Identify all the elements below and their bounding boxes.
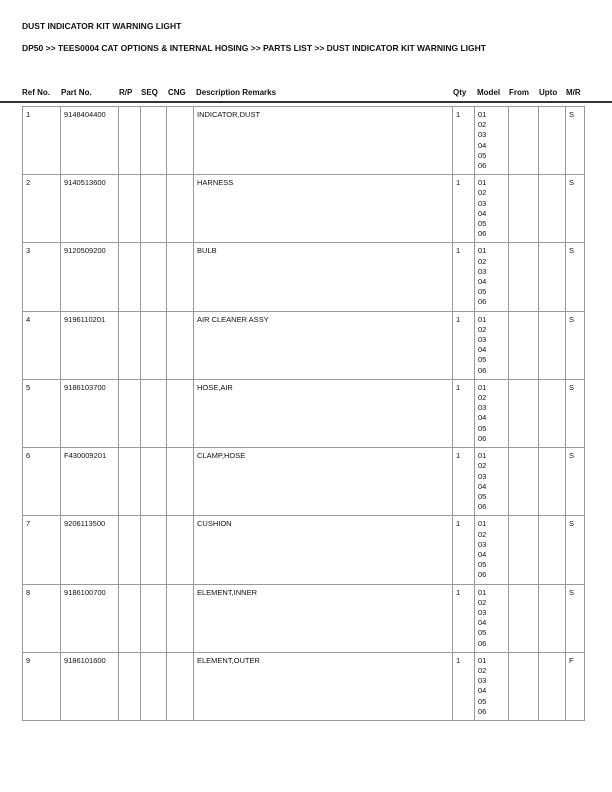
header-rp: R/P xyxy=(119,88,133,97)
rp-cell xyxy=(119,652,141,720)
rp-cell xyxy=(119,107,141,175)
model-code: 06 xyxy=(478,570,487,580)
model-code: 03 xyxy=(478,471,487,481)
cng-cell xyxy=(167,379,194,447)
upto-cell xyxy=(539,516,566,584)
model-cell xyxy=(475,175,509,243)
seq-cell xyxy=(141,516,167,584)
rp-cell xyxy=(119,584,141,652)
model-code: 01 xyxy=(478,519,487,529)
cng-cell xyxy=(167,311,194,379)
qty-cell: 1 xyxy=(453,584,475,652)
rp-cell xyxy=(119,516,141,584)
from-cell xyxy=(509,107,539,175)
rp-cell xyxy=(119,175,141,243)
upto-cell xyxy=(539,584,566,652)
qty-cell: 1 xyxy=(453,311,475,379)
qty-cell: 1 xyxy=(453,516,475,584)
cng-cell xyxy=(167,652,194,720)
model-code: 05 xyxy=(478,219,487,229)
from-cell xyxy=(509,175,539,243)
cng-cell xyxy=(167,107,194,175)
model-code: 06 xyxy=(478,433,487,443)
ref-cell: 7 xyxy=(23,516,61,584)
from-cell xyxy=(509,243,539,311)
model-cell xyxy=(475,516,509,584)
seq-cell xyxy=(141,584,167,652)
model-code: 02 xyxy=(478,393,487,403)
model-code: 05 xyxy=(478,491,487,501)
header-mr: M/R xyxy=(566,88,581,97)
header-model: Model xyxy=(477,88,501,97)
header-from: From xyxy=(509,88,529,97)
part-number-cell: 9186103700 xyxy=(61,379,119,447)
model-cell xyxy=(475,107,509,175)
model-code: 05 xyxy=(478,423,487,433)
from-cell xyxy=(509,516,539,584)
model-code: 03 xyxy=(478,198,487,208)
model-code: 02 xyxy=(478,461,487,471)
model-cell xyxy=(475,243,509,311)
table-row xyxy=(23,379,585,447)
model-code: 06 xyxy=(478,297,487,307)
model-code: 05 xyxy=(478,560,487,570)
seq-cell xyxy=(141,448,167,516)
model-code: 03 xyxy=(478,607,487,617)
model-code: 05 xyxy=(478,628,487,638)
description-cell: ELEMENT,OUTER xyxy=(194,652,453,720)
upto-cell xyxy=(539,652,566,720)
model-code: 02 xyxy=(478,188,487,198)
model-code: 05 xyxy=(478,287,487,297)
mr-cell: F xyxy=(566,652,585,720)
part-number-cell: F430009201 xyxy=(61,448,119,516)
model-code: 01 xyxy=(478,382,487,392)
ref-cell: 8 xyxy=(23,584,61,652)
model-cell xyxy=(475,379,509,447)
upto-cell xyxy=(539,243,566,311)
ref-cell: 3 xyxy=(23,243,61,311)
model-code: 03 xyxy=(478,403,487,413)
ref-cell: 9 xyxy=(23,652,61,720)
from-cell xyxy=(509,584,539,652)
model-code: 06 xyxy=(478,502,487,512)
mr-cell: S xyxy=(566,516,585,584)
model-code: 03 xyxy=(478,539,487,549)
model-code: 06 xyxy=(478,229,487,239)
part-number-cell: 9120509200 xyxy=(61,243,119,311)
description-cell: CLAMP,HOSE xyxy=(194,448,453,516)
model-code: 05 xyxy=(478,355,487,365)
rp-cell xyxy=(119,379,141,447)
seq-cell xyxy=(141,243,167,311)
page-title: DUST INDICATOR KIT WARNING LIGHT xyxy=(22,21,182,31)
mr-cell: S xyxy=(566,107,585,175)
cng-cell xyxy=(167,243,194,311)
ref-cell: 2 xyxy=(23,175,61,243)
qty-cell: 1 xyxy=(453,448,475,516)
model-code: 04 xyxy=(478,277,487,287)
upto-cell xyxy=(539,448,566,516)
description-cell: CUSHION xyxy=(194,516,453,584)
model-code: 01 xyxy=(478,314,487,324)
model-code: 01 xyxy=(478,246,487,256)
description-cell: BULB xyxy=(194,243,453,311)
model-code: 02 xyxy=(478,665,487,675)
description-cell: ELEMENT,INNER xyxy=(194,584,453,652)
description-cell: HOSE,AIR xyxy=(194,379,453,447)
model-code: 01 xyxy=(478,451,487,461)
model-code: 02 xyxy=(478,324,487,334)
part-number-cell: 9140513600 xyxy=(61,175,119,243)
description-cell: HARNESS xyxy=(194,175,453,243)
upto-cell xyxy=(539,311,566,379)
model-code: 04 xyxy=(478,345,487,355)
model-code: 02 xyxy=(478,597,487,607)
model-code: 04 xyxy=(478,413,487,423)
model-code: 03 xyxy=(478,335,487,345)
seq-cell xyxy=(141,379,167,447)
seq-cell xyxy=(141,311,167,379)
from-cell xyxy=(509,311,539,379)
rp-cell xyxy=(119,311,141,379)
part-number-cell: 9148404400 xyxy=(61,107,119,175)
header-cng: CNG xyxy=(168,88,186,97)
mr-cell: S xyxy=(566,311,585,379)
cng-cell xyxy=(167,448,194,516)
upto-cell xyxy=(539,379,566,447)
header-divider xyxy=(0,101,612,103)
header-upto: Upto xyxy=(539,88,558,97)
model-code: 04 xyxy=(478,481,487,491)
qty-cell: 1 xyxy=(453,107,475,175)
model-code: 06 xyxy=(478,638,487,648)
model-cell xyxy=(475,311,509,379)
part-number-cell: 9196110201 xyxy=(61,311,119,379)
header-qty: Qty xyxy=(453,88,467,97)
model-code: 03 xyxy=(478,676,487,686)
header-desc: Description Remarks xyxy=(196,88,277,97)
ref-cell: 4 xyxy=(23,311,61,379)
mr-cell: S xyxy=(566,379,585,447)
model-code: 04 xyxy=(478,208,487,218)
upto-cell xyxy=(539,175,566,243)
model-code: 04 xyxy=(478,686,487,696)
table-row xyxy=(23,311,585,379)
model-code: 02 xyxy=(478,120,487,130)
table-row xyxy=(23,107,585,175)
upto-cell xyxy=(539,107,566,175)
table-row xyxy=(23,652,585,720)
from-cell xyxy=(509,448,539,516)
table-row xyxy=(23,516,585,584)
model-code: 05 xyxy=(478,696,487,706)
model-code: 06 xyxy=(478,706,487,716)
description-cell: AIR CLEANER ASSY xyxy=(194,311,453,379)
mr-cell: S xyxy=(566,584,585,652)
model-code: 02 xyxy=(478,256,487,266)
model-code: 05 xyxy=(478,150,487,160)
qty-cell: 1 xyxy=(453,175,475,243)
model-code: 01 xyxy=(478,587,487,597)
model-cell xyxy=(475,652,509,720)
model-code: 04 xyxy=(478,549,487,559)
ref-cell: 1 xyxy=(23,107,61,175)
part-number-cell: 9186100700 xyxy=(61,584,119,652)
header-seq: SEQ xyxy=(141,88,158,97)
qty-cell: 1 xyxy=(453,379,475,447)
part-number-cell: 9206113500 xyxy=(61,516,119,584)
cng-cell xyxy=(167,175,194,243)
qty-cell: 1 xyxy=(453,652,475,720)
ref-cell: 6 xyxy=(23,448,61,516)
model-code: 04 xyxy=(478,140,487,150)
model-cell xyxy=(475,448,509,516)
model-code: 03 xyxy=(478,266,487,276)
mr-cell: S xyxy=(566,243,585,311)
seq-cell xyxy=(141,107,167,175)
from-cell xyxy=(509,652,539,720)
seq-cell xyxy=(141,175,167,243)
mr-cell: S xyxy=(566,448,585,516)
cng-cell xyxy=(167,516,194,584)
rp-cell xyxy=(119,243,141,311)
model-code: 06 xyxy=(478,365,487,375)
cng-cell xyxy=(167,584,194,652)
model-code: 01 xyxy=(478,178,487,188)
seq-cell xyxy=(141,652,167,720)
ref-cell: 5 xyxy=(23,379,61,447)
model-code: 03 xyxy=(478,130,487,140)
part-number-cell: 9186101600 xyxy=(61,652,119,720)
description-cell: INDICATOR,DUST xyxy=(194,107,453,175)
table-row xyxy=(23,243,585,311)
table-row xyxy=(23,584,585,652)
model-code: 02 xyxy=(478,529,487,539)
header-part: Part No. xyxy=(61,88,92,97)
rp-cell xyxy=(119,448,141,516)
model-code: 01 xyxy=(478,655,487,665)
parts-table xyxy=(22,106,585,721)
breadcrumb: DP50 >> TEES0004 CAT OPTIONS & INTERNAL HOSING >> PARTS LIST >> DUST INDICATOR KIT WARNING LIGHT xyxy=(22,43,486,53)
model-code: 06 xyxy=(478,161,487,171)
qty-cell: 1 xyxy=(453,243,475,311)
table-row xyxy=(23,448,585,516)
header-ref: Ref No. xyxy=(22,88,50,97)
from-cell xyxy=(509,379,539,447)
model-code: 01 xyxy=(478,110,487,119)
mr-cell: S xyxy=(566,175,585,243)
model-code: 04 xyxy=(478,618,487,628)
model-cell xyxy=(475,584,509,652)
table-row xyxy=(23,175,585,243)
